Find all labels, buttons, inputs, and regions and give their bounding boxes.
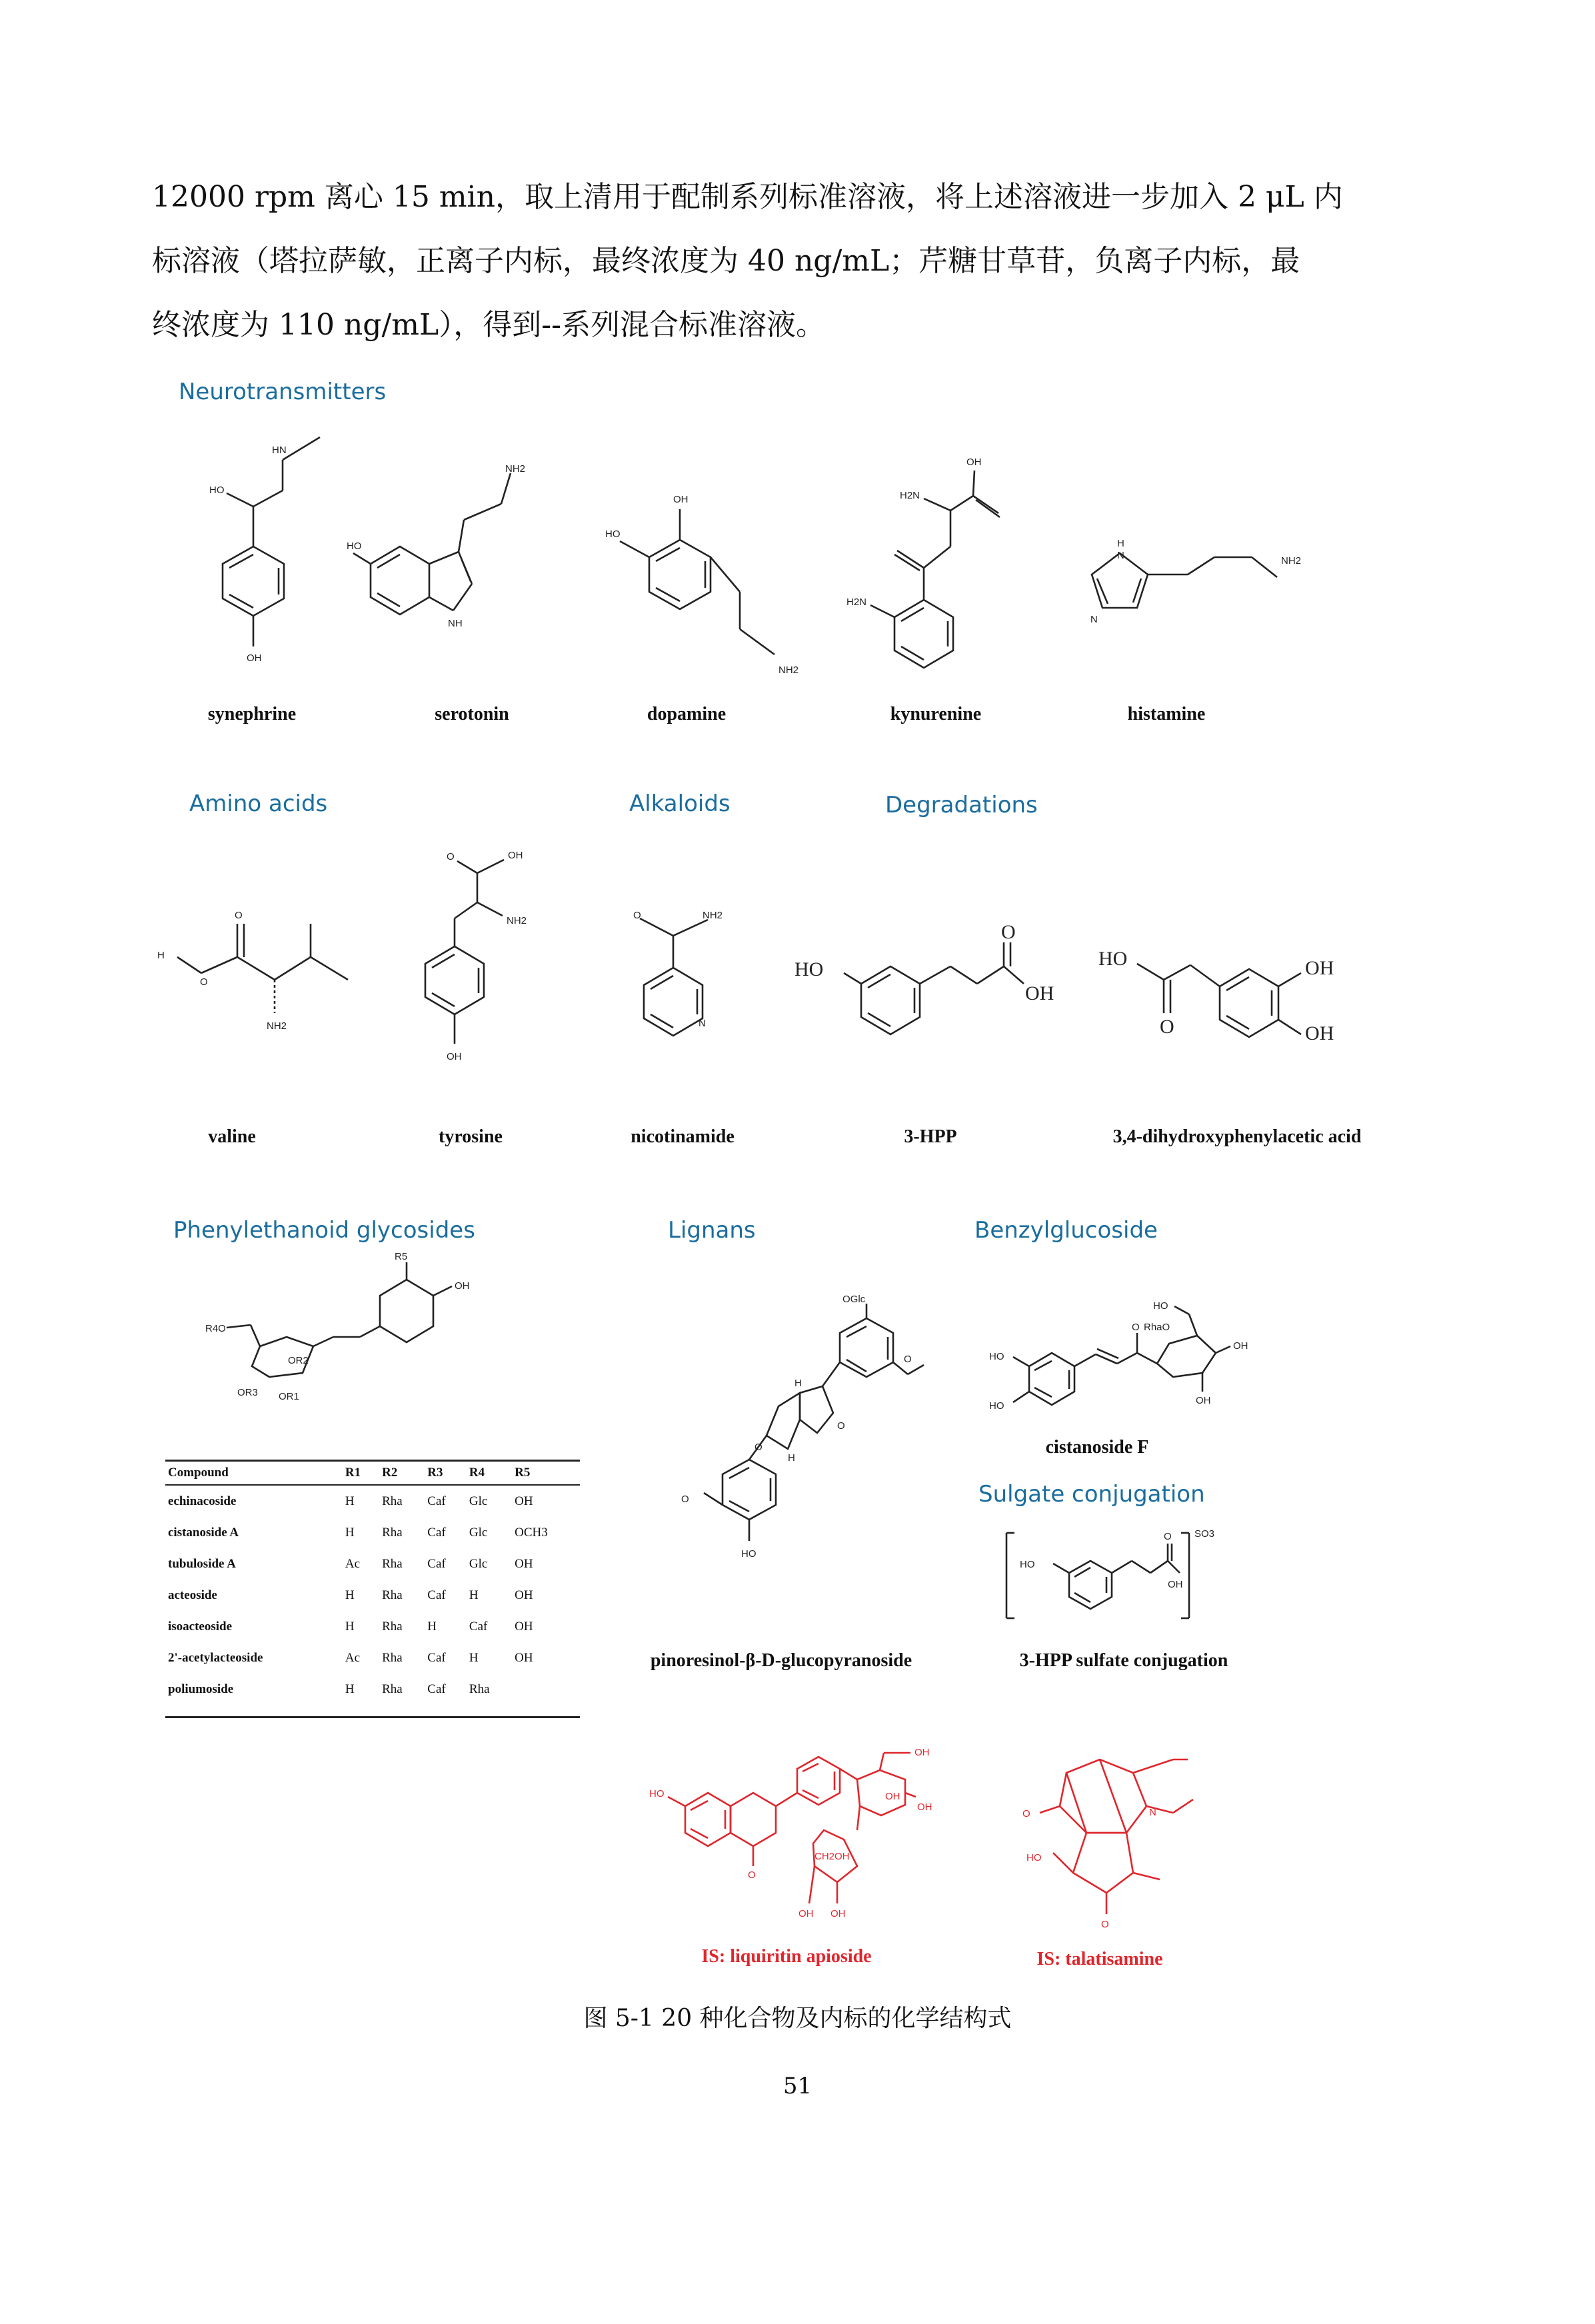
table-header: R1 — [343, 1461, 379, 1486]
label-o: O — [1001, 921, 1016, 943]
label-o: O — [633, 910, 641, 921]
table-header-row — [165, 1461, 580, 1486]
table-cell: OH — [515, 1650, 533, 1665]
label-o-3: O — [755, 1442, 763, 1453]
label-oh: OH — [1168, 1579, 1183, 1590]
label-n-2: N — [1090, 614, 1098, 625]
label-oh-2: OH — [1196, 1395, 1211, 1406]
table-cell: H — [469, 1588, 479, 1602]
name-synephrine: synephrine — [207, 704, 297, 724]
name-valine: valine — [208, 1126, 256, 1147]
name-dopamine: dopamine — [647, 704, 727, 724]
label-o-2: O — [1101, 1919, 1109, 1930]
cistanoside-f-structure — [989, 1280, 1256, 1426]
phenylethanoid-structure — [200, 1253, 480, 1426]
table-header: R4 — [467, 1461, 512, 1486]
histamine-structure — [1066, 527, 1306, 646]
name-histamine: histamine — [1127, 704, 1206, 724]
table-cell: OH — [515, 1556, 533, 1571]
label-rhao: RhaO — [1144, 1322, 1170, 1333]
kynurenine-structure — [833, 453, 1033, 680]
table-cell: Caf — [427, 1525, 446, 1540]
table-cell: Glc — [469, 1556, 488, 1571]
table-cell: Caf — [469, 1619, 488, 1634]
table-cell: tubuloside A — [168, 1556, 236, 1571]
label-oh-3: OH — [917, 1801, 932, 1813]
label-oh: OH — [455, 1280, 470, 1292]
body-paragraph — [152, 165, 1412, 357]
label-ho: HO — [795, 958, 824, 980]
label-o: O — [748, 1869, 756, 1881]
label-so3: SO3 — [1194, 1528, 1215, 1540]
table-cell: Rha — [379, 1674, 425, 1718]
label-o-2: O — [837, 1420, 845, 1432]
label-oh: OH — [508, 850, 523, 861]
label-n: N — [699, 1018, 706, 1029]
label-oh-2: OH — [1305, 1022, 1334, 1044]
label-o: O — [200, 976, 208, 988]
table-header: Compound — [165, 1461, 343, 1486]
name-serotonin: serotonin — [435, 704, 509, 724]
pinoresinol-structure — [667, 1293, 933, 1600]
table-cell: Ac — [345, 1650, 361, 1665]
figure-caption: 图 5-1 20 种化合物及内标的化学结构式 — [583, 2005, 1012, 2032]
label-h2n: H2N — [900, 490, 920, 501]
table-cell: isoacteoside — [168, 1619, 233, 1634]
name-pinoresinol: pinoresinol-β-D-glucopyranoside — [650, 1650, 912, 1671]
table-cell: Rha — [382, 1588, 403, 1602]
dhpaa-structure — [1097, 946, 1364, 1080]
table-cell: Caf — [425, 1674, 467, 1718]
name-is-liquiritin: IS: liquiritin apioside — [701, 1946, 872, 1967]
label-o: O — [447, 851, 455, 862]
valine-structure — [157, 906, 371, 1053]
table-row — [165, 1611, 580, 1642]
hpp-structure — [791, 921, 1070, 1046]
label-or3: OR3 — [237, 1387, 258, 1398]
label-nh2: NH2 — [507, 915, 527, 926]
table-cell: H — [345, 1525, 355, 1540]
label-ho: HO — [989, 1351, 1004, 1362]
label-h: H — [795, 1378, 802, 1389]
label-oh: OH — [1233, 1340, 1248, 1352]
page-number: 51 — [783, 2073, 812, 2099]
table-cell: Rha — [382, 1650, 403, 1665]
label-oh: OH — [1305, 957, 1334, 979]
table-cell: echinacoside — [168, 1494, 237, 1508]
label-oh-2: OH — [885, 1791, 900, 1802]
label-or2: OR2 — [288, 1355, 309, 1366]
table-cell: H — [343, 1674, 379, 1718]
paragraph-line-1: 12000 rpm 离心 15 min，取上清用于配制系列标准溶液，将上述溶液进一步加入 2 μL 内 — [152, 180, 1343, 214]
table-cell: H — [469, 1650, 479, 1665]
label-r5: R5 — [395, 1251, 408, 1262]
table-row — [165, 1642, 580, 1674]
section-degradations: Degradations — [885, 792, 1038, 818]
table-cell: Ac — [345, 1556, 361, 1571]
label-r4o: R4O — [205, 1323, 226, 1334]
table-cell: Rha — [382, 1556, 403, 1571]
label-nh: NH — [448, 618, 463, 629]
nicotinamide-structure — [633, 906, 740, 1053]
label-ho-2: HO — [989, 1400, 1004, 1412]
section-neurotransmitters: Neurotransmitters — [179, 379, 387, 405]
label-o-4: O — [681, 1494, 689, 1505]
table-cell — [512, 1674, 580, 1718]
table-cell: 2'-acetylacteoside — [168, 1650, 263, 1665]
label-or1: OR1 — [279, 1391, 299, 1402]
label-nh2: NH2 — [1281, 555, 1302, 567]
label-hn: HN — [272, 445, 287, 456]
dopamine-structure — [600, 480, 813, 680]
label-nh2: NH2 — [703, 910, 723, 921]
name-is-talatisamine: IS: talatisamine — [1036, 1949, 1163, 1969]
substituent-table — [165, 1460, 580, 1718]
table-cell: poliumoside — [165, 1674, 343, 1718]
table-cell: H — [345, 1588, 355, 1602]
label-ho: HO — [1026, 1852, 1042, 1863]
table-cell: Caf — [427, 1588, 446, 1602]
hpp-sulfate-structure — [1000, 1526, 1253, 1626]
table-row — [165, 1517, 580, 1548]
table-row — [165, 1674, 580, 1718]
label-ho-3: HO — [1153, 1300, 1168, 1312]
label-h-2: H — [788, 1452, 795, 1464]
table-cell: Caf — [427, 1650, 446, 1665]
table-header: R3 — [425, 1461, 467, 1486]
synephrine-structure — [200, 427, 347, 680]
label-o: O — [1022, 1808, 1030, 1819]
section-alkaloids: Alkaloids — [629, 790, 731, 817]
label-h: H — [157, 950, 165, 961]
table-cell: acteoside — [168, 1588, 217, 1602]
label-ho: HO — [649, 1788, 665, 1799]
section-sulgate: Sulgate conjugation — [978, 1481, 1205, 1508]
label-oh: OH — [673, 494, 689, 505]
table-cell: Rha — [382, 1525, 403, 1540]
label-oglc: OGlc — [842, 1294, 866, 1305]
label-o: O — [1160, 1016, 1174, 1038]
liquiritin-apioside-structure — [644, 1746, 957, 1933]
label-ch2oh: CH2OH — [814, 1851, 850, 1862]
label-ho: HO — [605, 529, 621, 540]
label-o-2: O — [235, 910, 243, 921]
label-nh2: NH2 — [267, 1020, 287, 1032]
label-ho: HO — [1098, 948, 1128, 970]
section-amino-acids: Amino acids — [189, 790, 328, 817]
table-cell: H — [427, 1619, 437, 1634]
label-n: N — [1149, 1807, 1156, 1818]
section-phenylethanoid: Phenylethanoid glycosides — [173, 1217, 475, 1244]
label-h2n-2: H2N — [846, 596, 867, 608]
label-h: H — [1117, 538, 1124, 549]
name-kynurenine: kynurenine — [890, 704, 982, 724]
table-cell: OCH3 — [515, 1525, 548, 1540]
table-cell: H — [345, 1619, 355, 1634]
tyrosine-structure — [400, 846, 560, 1093]
label-n: N — [1117, 550, 1124, 561]
name-tyrosine: tyrosine — [439, 1126, 503, 1147]
talatisamine-structure — [1013, 1733, 1213, 1933]
table-cell: OH — [515, 1494, 533, 1508]
name-dhpaa: 3,4-dihydroxyphenylacetic acid — [1112, 1126, 1362, 1147]
label-o: O — [1132, 1322, 1140, 1333]
name-cistanoside-f: cistanoside F — [1045, 1437, 1149, 1458]
table-cell: Glc — [469, 1525, 488, 1540]
label-oh-2: OH — [447, 1051, 462, 1062]
table-row — [165, 1485, 580, 1517]
name-nicotinamide: nicotinamide — [631, 1126, 735, 1147]
label-oh: OH — [914, 1747, 930, 1758]
label-o: O — [1164, 1531, 1172, 1542]
table-cell: OH — [515, 1588, 533, 1602]
label-ho: HO — [741, 1548, 757, 1560]
label-nh2: NH2 — [779, 664, 799, 676]
table-cell: H — [345, 1494, 355, 1508]
table-cell: Rha — [382, 1619, 403, 1634]
paragraph-line-3: 终浓度为 110 ng/mL），得到--系列混合标准溶液。 — [152, 308, 825, 342]
label-ho: HO — [347, 541, 362, 552]
label-oh: OH — [1025, 982, 1054, 1004]
label-oh: OH — [966, 457, 982, 468]
label-oh-4: OH — [798, 1908, 814, 1919]
label-nh2: NH2 — [505, 463, 526, 475]
section-lignans: Lignans — [668, 1217, 756, 1244]
label-ho: HO — [209, 485, 225, 496]
table-cell: cistanoside A — [168, 1525, 239, 1540]
table-row — [165, 1548, 580, 1580]
label-ho: HO — [1020, 1559, 1035, 1570]
table-cell: Rha — [382, 1494, 403, 1508]
label-oh: OH — [247, 652, 262, 664]
label-o: O — [904, 1354, 912, 1365]
paragraph-line-2: 标溶液（塔拉萨敏，正离子内标，最终浓度为 40 ng/mL；芹糖甘草苷，负离子内标，最 — [152, 244, 1300, 278]
label-oh-5: OH — [830, 1908, 846, 1919]
table-cell: Caf — [427, 1556, 446, 1571]
name-hpp-sulfate: 3-HPP sulfate conjugation — [1019, 1650, 1228, 1671]
serotonin-structure — [347, 463, 547, 666]
name-hpp: 3-HPP — [904, 1126, 957, 1147]
table-header: R5 — [512, 1461, 580, 1486]
table-row — [165, 1580, 580, 1611]
table-cell: Glc — [469, 1494, 488, 1508]
table-header: R2 — [379, 1461, 425, 1486]
table-cell: OH — [515, 1619, 533, 1634]
section-benzylglucoside: Benzylglucoside — [974, 1217, 1158, 1244]
table-cell: Caf — [427, 1494, 446, 1508]
table-cell: Rha — [467, 1674, 512, 1718]
